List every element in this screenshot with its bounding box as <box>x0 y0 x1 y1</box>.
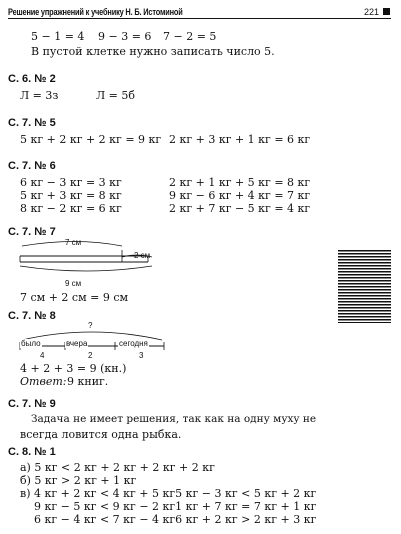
section-title: С. 7. № 6 <box>8 160 56 172</box>
top-eq-3: 7 − 2 = 5 <box>163 30 217 43</box>
s3-left-3: 8 кг − 2 кг = 6 кг <box>20 202 122 215</box>
s3-right-3: 2 кг + 7 кг − 5 кг = 4 кг <box>169 202 311 215</box>
section-title: С. 6. № 2 <box>8 73 56 85</box>
top-eq-1: 5 − 1 = 4 <box>31 30 85 43</box>
segment-top-label: 7 см <box>65 238 82 247</box>
section-title: С. 7. № 9 <box>8 398 56 410</box>
part-label-3: сегодня <box>119 339 148 348</box>
section-title: С. 7. № 8 <box>8 310 56 322</box>
s3-right-2: 9 кг − 6 кг + 4 кг = 7 кг <box>169 189 311 202</box>
part-label-1: было <box>21 339 41 348</box>
s6-line-1: Задача не имеет решения, так как на одну муху не <box>31 413 317 425</box>
top-eq-2: 9 − 3 = 6 <box>98 30 152 43</box>
s7-line-e: 6 кг − 4 кг < 7 кг − 4 кг6 кг + 2 кг > 2 кг + 3 кг <box>34 513 317 526</box>
s7-line-b: б) 5 кг > 2 кг + 1 кг <box>20 474 137 487</box>
s2-b: 2 кг + 3 кг + 1 кг = 6 кг <box>169 133 311 146</box>
s1-a: Л = 3з <box>20 89 59 102</box>
s1-b: Л = 5б <box>96 89 136 102</box>
s3-left-2: 5 кг + 3 кг = 8 кг <box>20 189 122 202</box>
section-title: С. 8. № 1 <box>8 446 56 458</box>
s7-line-d: 9 кг − 5 кг < 9 кг − 2 кг1 кг + 7 кг = 7 кг + 1 кг <box>34 500 317 513</box>
running-header-title: Решение упражнений к учебнику Н. Б. Истоминой <box>8 7 183 17</box>
top-text: В пустой клетке нужно записать число 5. <box>31 45 275 58</box>
s3-left-1: 6 кг − 3 кг = 3 кг <box>20 176 122 189</box>
part-num-1: 4 <box>40 351 45 360</box>
part-num-3: 3 <box>139 351 144 360</box>
s5-equation: 4 + 2 + 3 = 9 (кн.) <box>20 362 127 375</box>
answer-label: Ответ: <box>20 375 67 388</box>
s2-a: 5 кг + 2 кг + 2 кг = 9 кг <box>20 133 162 146</box>
section-title: С. 7. № 5 <box>8 117 56 129</box>
s6-line-2: всегда ловится одна рыбка. <box>20 428 182 441</box>
s7-line-a: а) 5 кг < 2 кг + 2 кг + 2 кг + 2 кг <box>20 461 215 474</box>
answer-text: 9 книг. <box>67 375 109 388</box>
part-num-2: 2 <box>88 351 93 360</box>
s3-right-1: 2 кг + 1 кг + 5 кг = 8 кг <box>169 176 311 189</box>
section-title: С. 7. № 7 <box>8 226 56 238</box>
header-rule <box>8 18 391 19</box>
s4-answer: 7 см + 2 см = 9 см <box>20 291 129 304</box>
margin-stripes <box>338 250 391 323</box>
s7-line-c: в) 4 кг + 2 кг < 4 кг + 5 кг5 кг − 3 кг < 5 кг + 2 кг <box>20 487 317 500</box>
part-label-2: вчера <box>66 339 88 348</box>
page-number: 221 <box>364 7 380 17</box>
segment-bottom-label: 9 см <box>65 279 82 288</box>
books-question: ? <box>88 321 93 330</box>
header-square-mark <box>383 8 390 15</box>
segment-right-label: 2 см <box>134 251 151 260</box>
